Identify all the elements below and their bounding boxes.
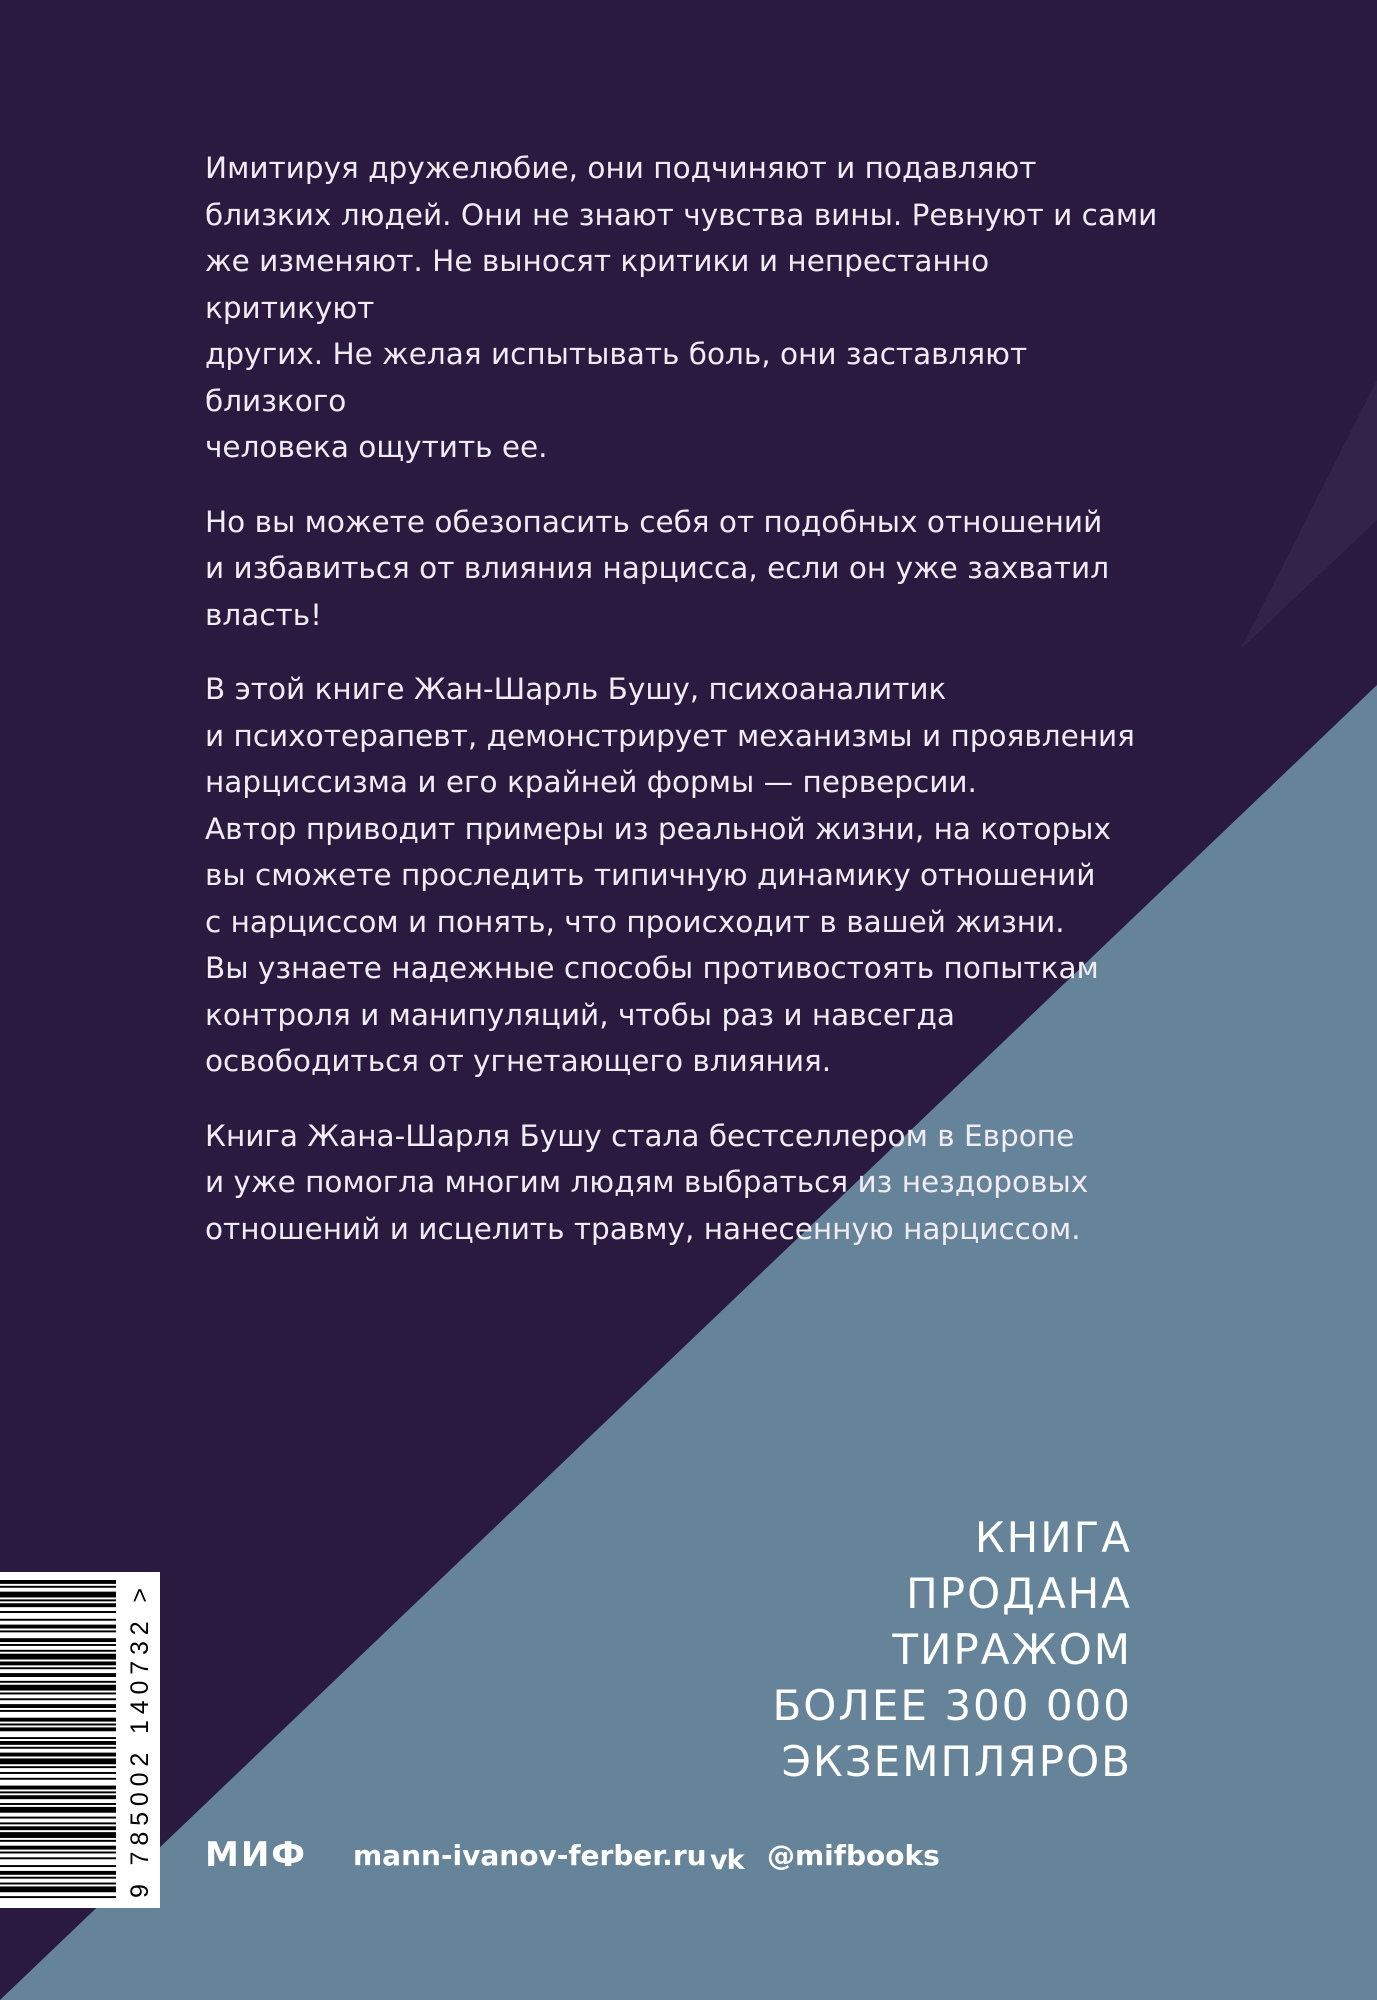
barcode-bar [0, 1667, 116, 1669]
barcode-bar [0, 1692, 116, 1694]
barcode-bar [0, 1758, 116, 1764]
barcode-bar [0, 1896, 116, 1898]
barcode-bar [0, 1586, 116, 1588]
barcode-bar [0, 1650, 116, 1652]
barcode-bar [0, 1766, 116, 1768]
barcode-bar [0, 1832, 116, 1838]
vk-icon: vk [710, 1845, 744, 1876]
barcode-bar [0, 1857, 116, 1859]
barcode-bar [0, 1685, 116, 1691]
barcode-bar [0, 1580, 116, 1584]
barcode-bar [0, 1599, 116, 1601]
blurb-paragraph-1: Имитируя дружелюбие, они подчиняют и подавляют близких людей. Они не знают чувства вины. Ревнуют и сами же изменяют. Не выносят критики и непрестанно критикуют других. Не желая испытывать боль, они заставляют близкого человека ощутить ее. [205, 151, 1158, 464]
barcode-bar [0, 1710, 116, 1712]
barcode-bar [0, 1791, 116, 1793]
barcode-bar [0, 1840, 116, 1842]
barcode-bar [0, 1826, 116, 1830]
barcode-bar [0, 1619, 116, 1621]
barcode-bars [0, 1580, 116, 1900]
barcode-bar [0, 1822, 116, 1824]
barcode-bar [0, 1786, 116, 1790]
barcode-bar [0, 1886, 116, 1892]
barcode-bar [0, 1661, 116, 1665]
isbn-barcode [0, 1572, 160, 1908]
barcode-bar [0, 1673, 116, 1677]
barcode-bar [0, 1871, 116, 1875]
blurb-paragraph-3: В этой книге Жан-Шарль Бушу, психоаналитик и психотерапевт, демонстрирует механизмы и проявления нарциссизма и его крайней формы — перверсии. Автор приводит примеры из реальной жизни, на которых вы сможете проследить типичную динамику отношений с нарциссом и понять, что происходит в вашей жизни. Вы узнаете надежные способы противостоять попыткам контроля и манипуляций, чтобы раз и навсегда освободиться от угнетающего влияния. [205, 672, 1135, 1078]
blurb-text [205, 145, 1165, 1280]
barcode-bar [0, 1846, 116, 1850]
barcode-bar [0, 1638, 116, 1642]
barcode-bar [0, 1747, 116, 1749]
barcode-bar [0, 1737, 116, 1739]
barcode-bar [0, 1795, 116, 1799]
barcode-bar [0, 1883, 116, 1885]
barcode-bar [0, 1817, 116, 1819]
barcode-digits: 9 785002 140732 > [126, 1588, 154, 1898]
barcode-bar [0, 1724, 116, 1726]
blurb-paragraph-2: Но вы можете обезопасить себя от подобных отношений и избавиться от влияния нарцисса, если он уже захватил власть! [205, 504, 1110, 632]
barcode-bar [0, 1741, 116, 1745]
barcode-bar [0, 1681, 116, 1683]
barcode-bar [0, 1803, 116, 1805]
social-handle: @mifbooks [767, 1839, 940, 1872]
barcode-bar [0, 1727, 116, 1731]
barcode-bar [0, 1704, 116, 1708]
barcode-bar [0, 1865, 116, 1867]
barcode-bar [0, 1718, 116, 1722]
barcode-bar [0, 1753, 116, 1757]
barcode-bar [0, 1772, 116, 1774]
barcode-bar [0, 1603, 116, 1607]
barcode-bar [0, 1852, 116, 1854]
barcode-bar [0, 1698, 116, 1700]
publisher-logo: МИФ [205, 1835, 308, 1875]
blurb-paragraph-4: Книга Жана-Шарля Бушу стала бестселлером в Европе и уже помогла многим людям выбраться из нездоровых отношений и исцелить травму, нанесенную нарциссом. [205, 1118, 1089, 1246]
publisher-website: mann-ivanov-ferber.ru [353, 1839, 707, 1872]
barcode-bar [0, 1630, 116, 1632]
barcode-bar [0, 1877, 116, 1879]
barcode-digits-holder [124, 1580, 156, 1900]
barcode-bar [0, 1778, 116, 1780]
barcode-bar [0, 1592, 116, 1598]
sales-claim: КНИГА ПРОДАНА ТИРАЖОМ БОЛЕЕ 300 000 ЭКЗЕМПЛЯРОВ [772, 1513, 1132, 1786]
barcode-bar [0, 1644, 116, 1646]
barcode-bar [0, 1611, 116, 1613]
barcode-bar [0, 1654, 116, 1660]
barcode-bar [0, 1807, 116, 1813]
barcode-bar [0, 1625, 116, 1629]
